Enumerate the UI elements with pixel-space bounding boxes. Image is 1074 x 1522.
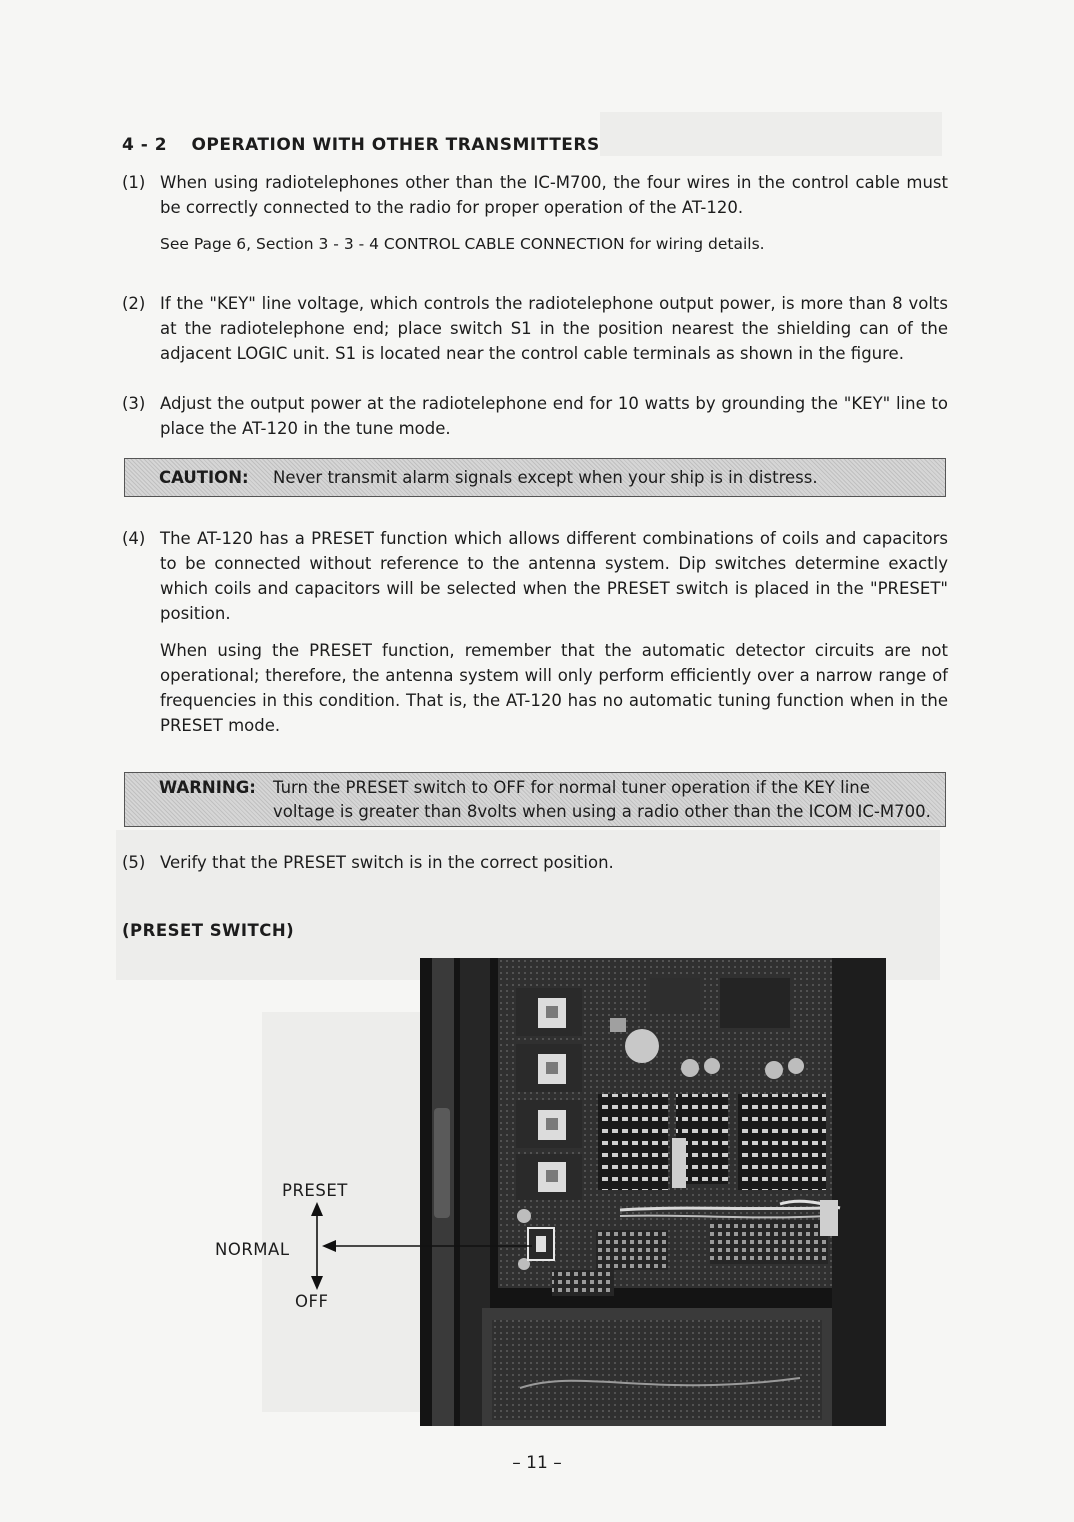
warning-label: WARNING: — [159, 778, 256, 797]
circuit-board-illustration — [420, 958, 886, 1426]
item-2 — [122, 291, 948, 366]
item-text: Adjust the output power at the radiotelephone end for 10 watts by grounding the "KEY" line to place the AT-120 in the tune mode. — [160, 394, 948, 438]
section-number: 4 - 2 — [122, 135, 168, 155]
item-index: (3) — [122, 394, 146, 413]
caution-text: Never transmit alarm signals except when your ship is in distress. — [273, 468, 818, 487]
item-4 — [122, 526, 948, 738]
show-through-shade — [600, 112, 942, 156]
left-arrow-icon — [322, 1240, 336, 1252]
item-text: The AT-120 has a PRESET function which allows different combinations of coils and capacitors to be connected without reference to the antenna system. Dip switches determine exactly which coils and capacitors will be selected when the PRESET switch is placed in the "PRESET" position. — [160, 529, 948, 623]
item-text: When using radiotelephones other than the IC-M700, the four wires in the control cable must be correctly connected to the radio for proper operation of the AT-120. — [160, 173, 948, 217]
section-heading — [122, 135, 600, 155]
page-number: – 11 – — [512, 1453, 562, 1473]
item-text: If the "KEY" line voltage, which controls the radiotelephone output power, is more than 8 volts at the radiotelephone end; place switch S1 in the position nearest the shielding can of the adjacent LOGIC unit. S1 is located near the control cable terminals as shown in the figure. — [160, 294, 948, 363]
normal-label: NORMAL — [215, 1240, 290, 1259]
item-index: (5) — [122, 853, 146, 872]
warning-line-2: voltage is greater than 8volts when using a radio other than the ICOM IC-M700. — [273, 802, 931, 821]
preset-label: PRESET — [282, 1181, 348, 1200]
off-label: OFF — [295, 1292, 329, 1311]
warning-line-1: Turn the PRESET switch to OFF for normal tuner operation if the KEY line — [273, 778, 870, 797]
item-text-continued: When using the PRESET function, remember that the automatic detector circuits are not operational; therefore, the antenna system will only perform efficiently over a narrow range of frequencies in this condition. That is, the AT-120 has no automatic tuning function when in the PRESET mode. — [160, 641, 948, 735]
switch-position-arrows — [300, 1200, 540, 1294]
caution-banner — [124, 458, 946, 497]
figure-caption: (PRESET SWITCH) — [122, 921, 295, 940]
caution-label: CAUTION: — [159, 468, 249, 487]
down-arrow-icon — [311, 1276, 323, 1290]
item-note: See Page 6, Section 3 - 3 - 4 CONTROL CABLE CONNECTION for wiring details. — [160, 235, 765, 253]
warning-banner — [124, 772, 946, 827]
item-text: Verify that the PRESET switch is in the correct position. — [160, 853, 614, 872]
item-index: (4) — [122, 529, 146, 548]
item-5 — [122, 850, 948, 875]
item-index: (2) — [122, 294, 146, 313]
item-1 — [122, 170, 948, 257]
item-index: (1) — [122, 173, 146, 192]
circuit-board-photo — [420, 958, 886, 1426]
up-arrow-icon — [311, 1202, 323, 1216]
section-title: OPERATION WITH OTHER TRANSMITTERS — [191, 135, 600, 155]
item-3 — [122, 391, 948, 441]
